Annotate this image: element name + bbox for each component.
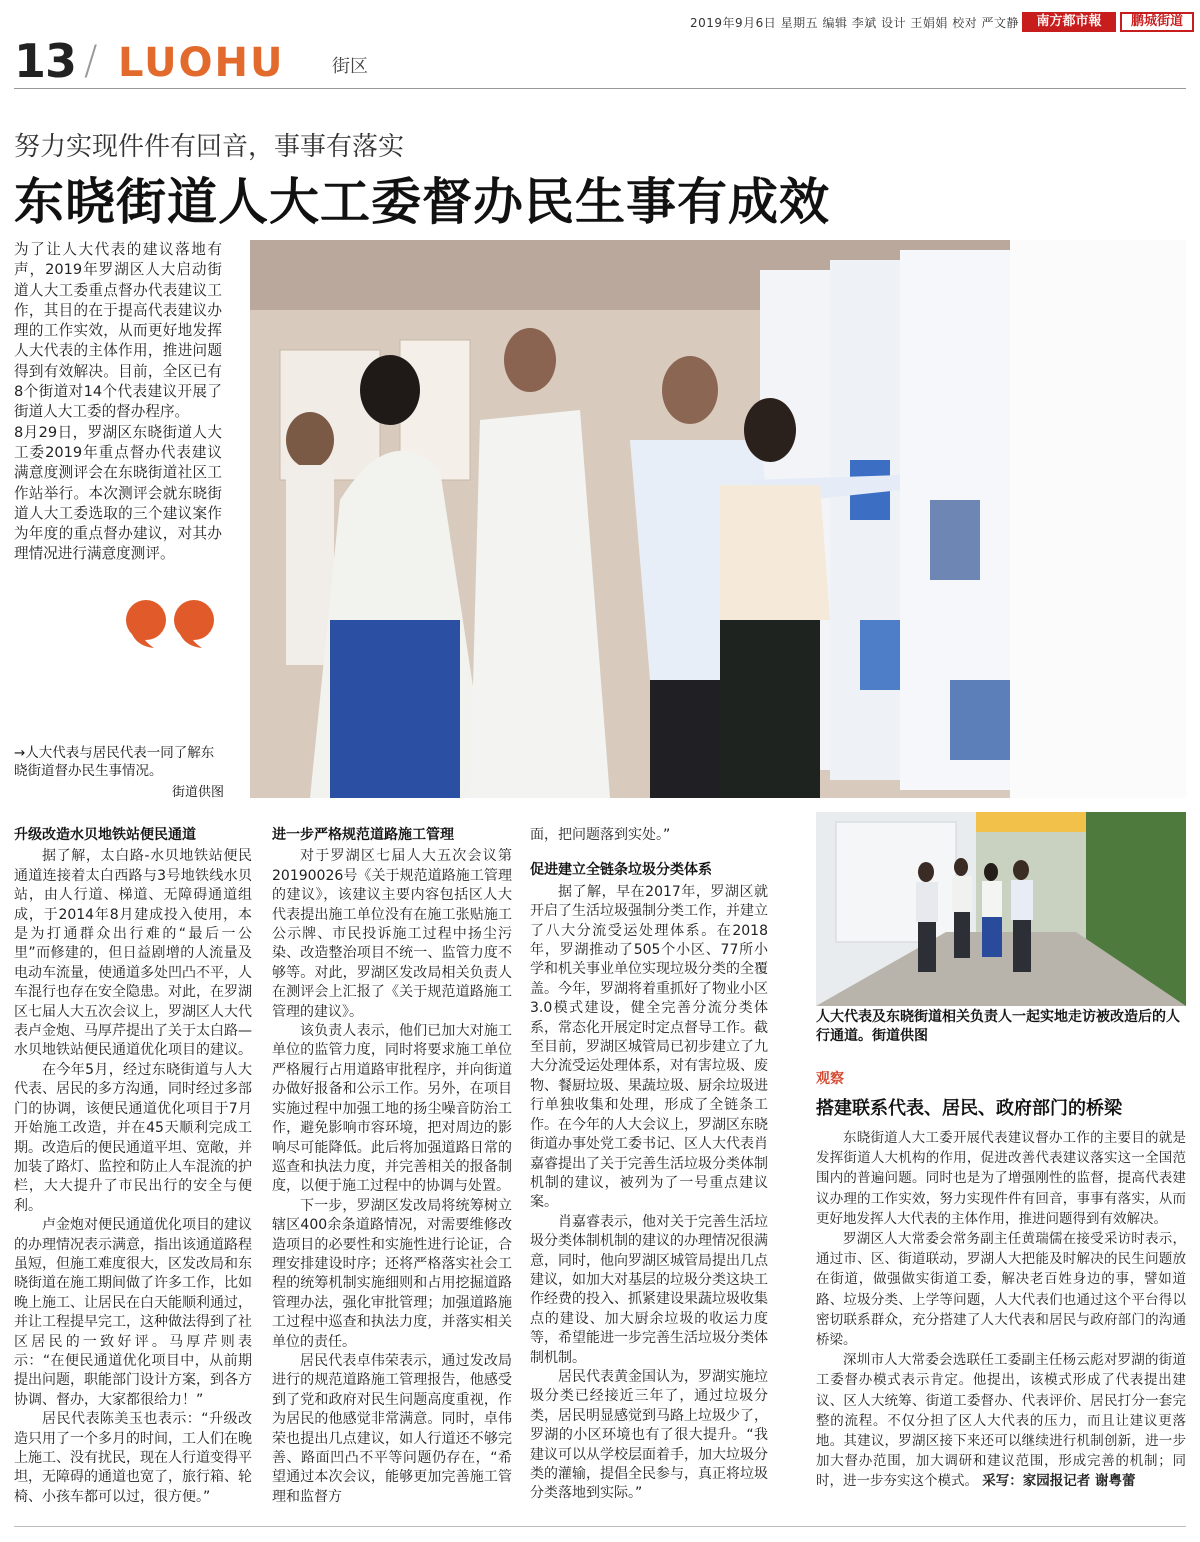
- column-paragraph: 下一步，罗湖区发改局将统筹树立辖区400余条道路情况，对需要维修改造项目的必要性和实施性进行论证，合理安排建设时序；还将严格落实社会工程的统筹机制实施细则和占用挖掘道路管理办法，强化审批管理；加强道路施工过程中巡查和执法力度，并落实相关单位的责任。: [272, 1197, 512, 1350]
- main-photo-caption: →人大代表与居民代表一同了解东晓街道督办民生事情况。: [14, 745, 215, 779]
- page-number: 13: [14, 34, 77, 88]
- section-subtitle: 街区: [332, 56, 368, 77]
- page-slash-divider: /: [84, 38, 98, 84]
- column-paragraph: 据了解，早在2017年，罗湖区就开启了生活垃圾强制分类工作，并建立了八大分流受运处理体系。在2018年，罗湖推动了505个小区、77所小学和机关事业单位实现垃圾分类的全覆盖。今年，罗湖将着重抓好了物业小区3.0模式建设，健全完善分流分类体系，常态化开展定时定点督导工作。截至目前，罗湖区城管局已初步建立了九大分流受运处理体系，对有害垃圾、废物、餐厨垃圾、果蔬垃圾、厨余垃圾进行单独收集和处理，形成了全链条工作。在今年的人大会议上，罗湖区东晓街道办事处党工委书记、区人大代表肖嘉睿提出了关于完善生活垃圾分类体制机制的建议，被列为了一号重点建议案。: [530, 883, 768, 1211]
- lead-text: [14, 240, 222, 565]
- side-photo-illustration: [816, 812, 1186, 1006]
- main-photo-illustration: [250, 240, 1186, 798]
- column-paragraph: 居民代表卓伟荣表示，通过发改局进行的规范道路施工管理报告，他感受到了党和政府对民生问题高度重视，作为居民的他感觉非常满意。同时，卓伟荣也提出几点建议，如人行道还不够完善、路面凹凸不平等问题仍存在，“希望通过本次会议，能够更加完善施工管理和监督方: [272, 1352, 512, 1505]
- observe-label: 观察: [816, 1071, 844, 1087]
- article-column-3: [530, 826, 768, 1504]
- column-paragraph: 对于罗湖区七届人大五次会议第20190026号《关于规范道路施工管理的建议》，该建议主要内容包括区人大代表提出施工单位没有在施工张贴施工公示牌、市民投诉施工过程中扬尘污染、改造整治项目不统一、监管力度不够等。对此，罗湖区发改局相关负责人在测评会上汇报了《关于规范道路施工管理的建议》。: [272, 848, 512, 1020]
- supplement-logo: 鹏城街道: [1120, 12, 1194, 32]
- column-paragraph: 肖嘉睿表示，他对关于完善生活垃圾分类体制机制的建议的办理情况很满意，同时，他向罗湖区城管局提出几点建议，如加大对基层的垃圾分类这块工作经费的投入、抓紧建设果蔬垃圾收集点的建设、加大厨余垃圾的收运力度等，希望能进一步完善生活垃圾分类体制机制。: [530, 1213, 768, 1366]
- observe-paragraph: [816, 1350, 1186, 1491]
- column-paragraph: 在今年5月，经过东晓街道与人大代表、居民的多方沟通，同时经过多部门的协调，该便民通道优化项目于7月开始施工改造，并在45天顺利完成工期。改造后的便民通道平坦、宽敞，并加装了路灯、监控和防止人车混流的护栏，大大提升了市民出行的安全与便利。: [14, 1061, 252, 1214]
- lead-paragraph: 8月29日，罗湖区东晓街道人大工委2019年重点督办代表建议满意度测评会在东晓街道社区工作站举行。本次测评会就东晓街道人大工委选取的三个建议案作为年度的重点督办建议，对其办理情况进行满意度测评。: [14, 423, 222, 563]
- paper-logo: 南方都市報: [1022, 12, 1116, 32]
- observe-title: 搭建联系代表、居民、政府部门的桥梁: [816, 1098, 1122, 1119]
- column-paragraph: 该负责人表示，他们已加大对施工单位的监管力度，同时将要求施工单位严格履行占用道路审批程序，并向街道办做好报备和公示工作。另外，在项目实施过程中加强工地的扬尘噪音防治工作，避免影响市容环境，把对周边的影响尽可能降低。此后将加强道路日常的巡查和执法力度，并完善相关的报备制度，以便于施工过程中的协调与处置。: [272, 1023, 512, 1195]
- article-column-1: [14, 826, 252, 1507]
- bottom-rule: [14, 1526, 1186, 1527]
- header-rule: [14, 88, 1186, 89]
- article-kicker: 努力实现件件有回音，事事有落实: [14, 132, 405, 162]
- quote-mark-icon: [124, 598, 218, 650]
- column-heading: 促进建立全链条垃圾分类体系: [530, 862, 712, 879]
- main-photo: [250, 240, 1186, 798]
- column-heading: 升级改造水贝地铁站便民通道: [14, 827, 196, 843]
- masthead-info: 2019年9月6日 星期五 编辑 李斌 设计 王娟娟 校对 严文静: [690, 16, 1020, 30]
- observe-paragraph-text: 深圳市人大常委会选联任工委副主任杨云彪对罗湖的街道工委督办模式表示肯定。他提出，该模式形成了代表提出建议、区人大统筹、街道工委督办、代表评价、居民打分一套完整的流程。不仅分担了区人大代表的压力，而且让建议更落地。其建议，罗湖区接下来还可以继续进行机制创新，进一步加大督办范围，加大调研和建议范围，形成完善的机制；同时，进一步夯实这个模式。: [816, 1352, 1186, 1490]
- article-byline: 采写：家园报记者 谢粤蕾: [982, 1473, 1136, 1490]
- side-photo-caption: 人大代表及东晓街道相关负责人一起实地走访被改造后的人行通道。街道供图: [816, 1009, 1180, 1044]
- lead-paragraph: 为了让人大代表的建议落地有声，2019年罗湖区人大启动街道人大工委重点督办代表建议工作，其目的在于提高代表建议办理的工作实效，从而更好地发挥人大代表的主体作用，推进问题得到有效解决。目前，全区已有8个街道对14个代表建议开展了街道人大工委的督办程序。: [14, 241, 222, 421]
- column-heading: 进一步严格规范道路施工管理: [272, 827, 454, 843]
- column-continuation: 面，把问题落到实处。”: [530, 827, 671, 843]
- column-paragraph: 据了解，太白路-水贝地铁站便民通道连接着太白西路与3号地铁线水贝站，由人行道、梯道、无障碍通道组成，于2014年8月建成投入使用，本是为打通群众出行难的“最后一公里”而修建的，但日益剧增的人流量及电动车流量，使通道多处凹凸不平，人车混行也存在安全隐患。对此，在罗湖区七届人大五次会议上，罗湖区人大代表卢金炮、马厚芹提出了关于太白路—水贝地铁站便民通道优化项目的建议。: [14, 848, 252, 1059]
- article-headline: 东晓街道人大工委督办民生事有成效: [14, 173, 830, 231]
- column-paragraph: 居民代表黄金国认为，罗湖实施垃圾分类已经接近三年了，通过垃圾分类，居民明显感觉到马路上垃圾少了，罗湖的小区环境也有了很大提升。“我建议可以从学校层面着手，加大垃圾分类的灌输，提倡全民参与，真正将垃圾分类落地到实际。”: [530, 1368, 768, 1502]
- article-column-2: [272, 826, 512, 1507]
- side-photo: [816, 812, 1186, 1006]
- observe-paragraph: 罗湖区人大常委会常务副主任黄瑞儒在接受采访时表示，通过市、区、街道联动，罗湖人大把能及时解决的民生问题放在街道，做强做实街道工委，解决老百姓身边的事，譬如道路、垃圾分类、上学等问题，人大代表们也通过这个平台得以密切联系群众，充分搭建了人大代表和居民与政府部门的沟通桥梁。: [816, 1231, 1186, 1349]
- section-name: LUOHU: [118, 40, 285, 86]
- main-photo-credit: 街道供图: [171, 785, 224, 800]
- observe-body: [816, 1128, 1186, 1492]
- column-paragraph: 居民代表陈美玉也表示：“升级改造只用了一个多月的时间，工人们在晚上施工、没有扰民，现在人行道变得平坦，无障碍的通道也宽了，旅行箱、轮椅、小孩车都可以过，很方便。”: [14, 1411, 252, 1505]
- observe-paragraph: 东晓街道人大工委开展代表建议督办工作的主要目的就是发挥街道人大机构的作用，促进改善代表建议落实这一全国范围内的普遍问题。同时也是为了增强刚性的监督，提高代表建议办理的工作实效，努力实现件件有回音，事事有落实，从而更好地发挥人大代表的主体作用，推进问题得到有效解决。: [816, 1130, 1186, 1227]
- column-paragraph: 卢金炮对便民通道优化项目的建议的办理情况表示满意，指出该通道路程虽短，但施工难度很大，区发改局和东晓街道在施工期间做了许多工作，比如晚上施工、让居民在白天能顺利通过，并让工程提早完工，这种做法得到了社区居民的一致好评。马厚芹则表示：“在便民通道优化项目中，从前期提出问题，职能部门设计方案，到各方协调、督办，大家都很给力！”: [14, 1217, 252, 1408]
